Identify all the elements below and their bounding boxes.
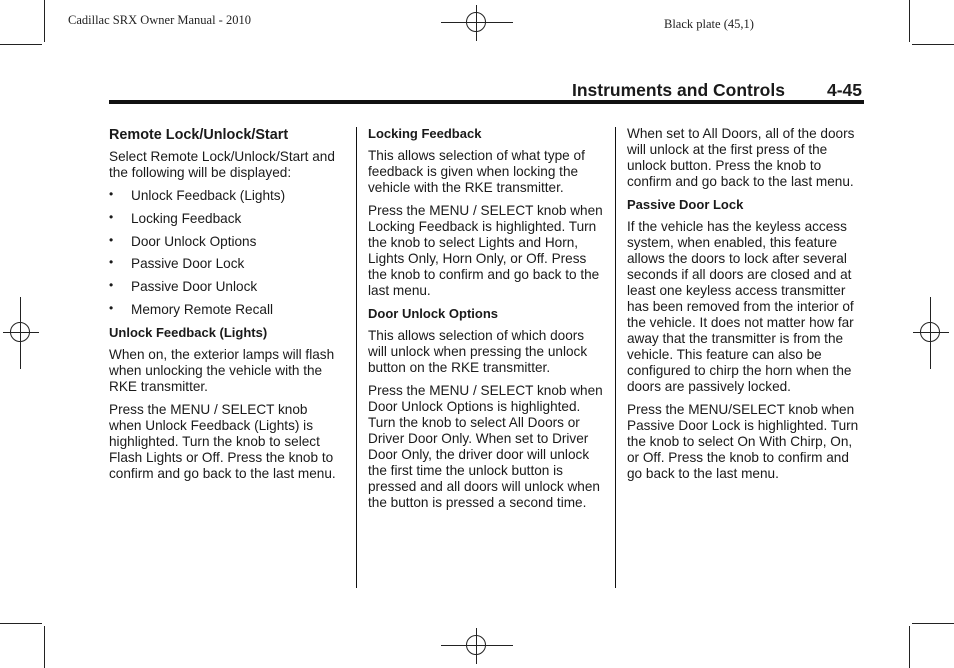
paragraph: If the vehicle has the keyless access system, when enabled, this feature allows the doors to lock after several seconds if all doors are closed and at least one keyless access transmitter has been removed from the interior of the vehicle. It does not matter how far away that the transmitter is from the vehicle. This feature can also be configured to chirp the horn when the doors are passively locked. [627, 219, 854, 394]
crop-mark-top-left-v [44, 0, 45, 42]
list-item: • Locking Feedback [109, 209, 242, 226]
paragraph: When on, the exterior lamps will flash when unlocking the vehicle with the RKE transmitter. [109, 346, 335, 394]
section-title: Instruments and Controls [572, 80, 785, 100]
column-2 [368, 126, 606, 518]
registration-mark-right-icon [913, 315, 949, 351]
bullet-icon: • [109, 232, 114, 247]
crop-mark-top-right-v [909, 0, 910, 42]
bullet-icon: • [109, 300, 114, 315]
registration-line-right [930, 297, 931, 369]
registration-mark-bottom-icon [459, 628, 495, 664]
list-item: • Passive Door Unlock [109, 278, 258, 295]
bullet-icon: • [109, 209, 114, 224]
crop-mark-bottom-left-h [0, 623, 42, 624]
bullet-icon: • [109, 255, 114, 270]
crop-mark-bottom-right-h [912, 623, 954, 624]
registration-mark-top-icon [459, 5, 495, 41]
heading-locking-feedback: Locking Feedback [368, 126, 482, 141]
list-item: • Door Unlock Options [109, 232, 257, 249]
bullet-icon: • [109, 187, 114, 201]
list-item: • Memory Remote Recall [109, 300, 274, 317]
column-3 [627, 126, 865, 489]
page-number: 4-45 [827, 80, 863, 100]
list-item: • Passive Door Lock [109, 255, 245, 272]
column-1 [109, 126, 341, 489]
crop-mark-bottom-left-v [44, 626, 45, 668]
paragraph: This allows selection of which doors will unlock when pressing the unlock button on the RKE transmitter. [368, 328, 588, 375]
list-item: • Unlock Feedback (Lights) [109, 187, 286, 203]
paragraph: Press the MENU/SELECT knob when Passive Door Lock is highlighted. Turn the knob to select On With Chirp, On, or Off. Press the knob to confirm and go back to the last menu. [627, 402, 859, 481]
header-rule [109, 100, 864, 104]
heading-door-unlock-options: Door Unlock Options [368, 306, 498, 321]
intro-text: Select Remote Lock/Unlock/Start and the following will be displayed: [109, 149, 335, 180]
crop-mark-bottom-right-v [909, 626, 910, 668]
paragraph: Press the MENU / SELECT knob when Door Unlock Options is highlighted. Turn the knob to select All Doors or Driver Door Only. When set to Driver Door Only, the driver door will unlock the first time the unlock button is pressed and all doors will unlock when the button is pressed a second time. [368, 383, 603, 510]
registration-line-bottom [441, 645, 513, 646]
column-divider-1 [356, 127, 357, 588]
paragraph: When set to All Doors, all of the doors will unlock at the first press of the unlock button. Press the knob to confirm and go back to the last menu. [627, 126, 855, 189]
paragraph: Press the MENU / SELECT knob when Unlock Feedback (Lights) is highlighted. Turn the knob to select Flash Lights or Off. Press the knob to confirm and go back to the last menu. [109, 401, 336, 481]
registration-mark-left-icon [3, 315, 39, 351]
heading-passive-door-lock: Passive Door Lock [627, 197, 744, 212]
print-meta-right: Black plate (45,1) [664, 17, 754, 31]
heading-unlock-feedback: Unlock Feedback (Lights) [109, 324, 268, 340]
registration-line-left [20, 297, 21, 369]
crop-mark-top-right-h [912, 44, 954, 45]
registration-line-top [441, 22, 513, 23]
paragraph: This allows selection of what type of feedback is given when locking the vehicle with the RKE transmitter. [368, 148, 585, 195]
print-meta-left: Cadillac SRX Owner Manual - 2010 [68, 13, 251, 27]
paragraph: Press the MENU / SELECT knob when Locking Feedback is highlighted. Turn the knob to select Lights and Horn, Lights Only, Horn Only, or Off. Press the knob to confirm and go back to the last menu. [368, 203, 603, 298]
column-divider-2 [615, 127, 616, 588]
crop-mark-top-left-h [0, 44, 42, 45]
menu-options-list [109, 188, 341, 318]
bullet-icon: • [109, 278, 114, 293]
heading-remote-lock: Remote Lock/Unlock/Start [109, 127, 289, 143]
